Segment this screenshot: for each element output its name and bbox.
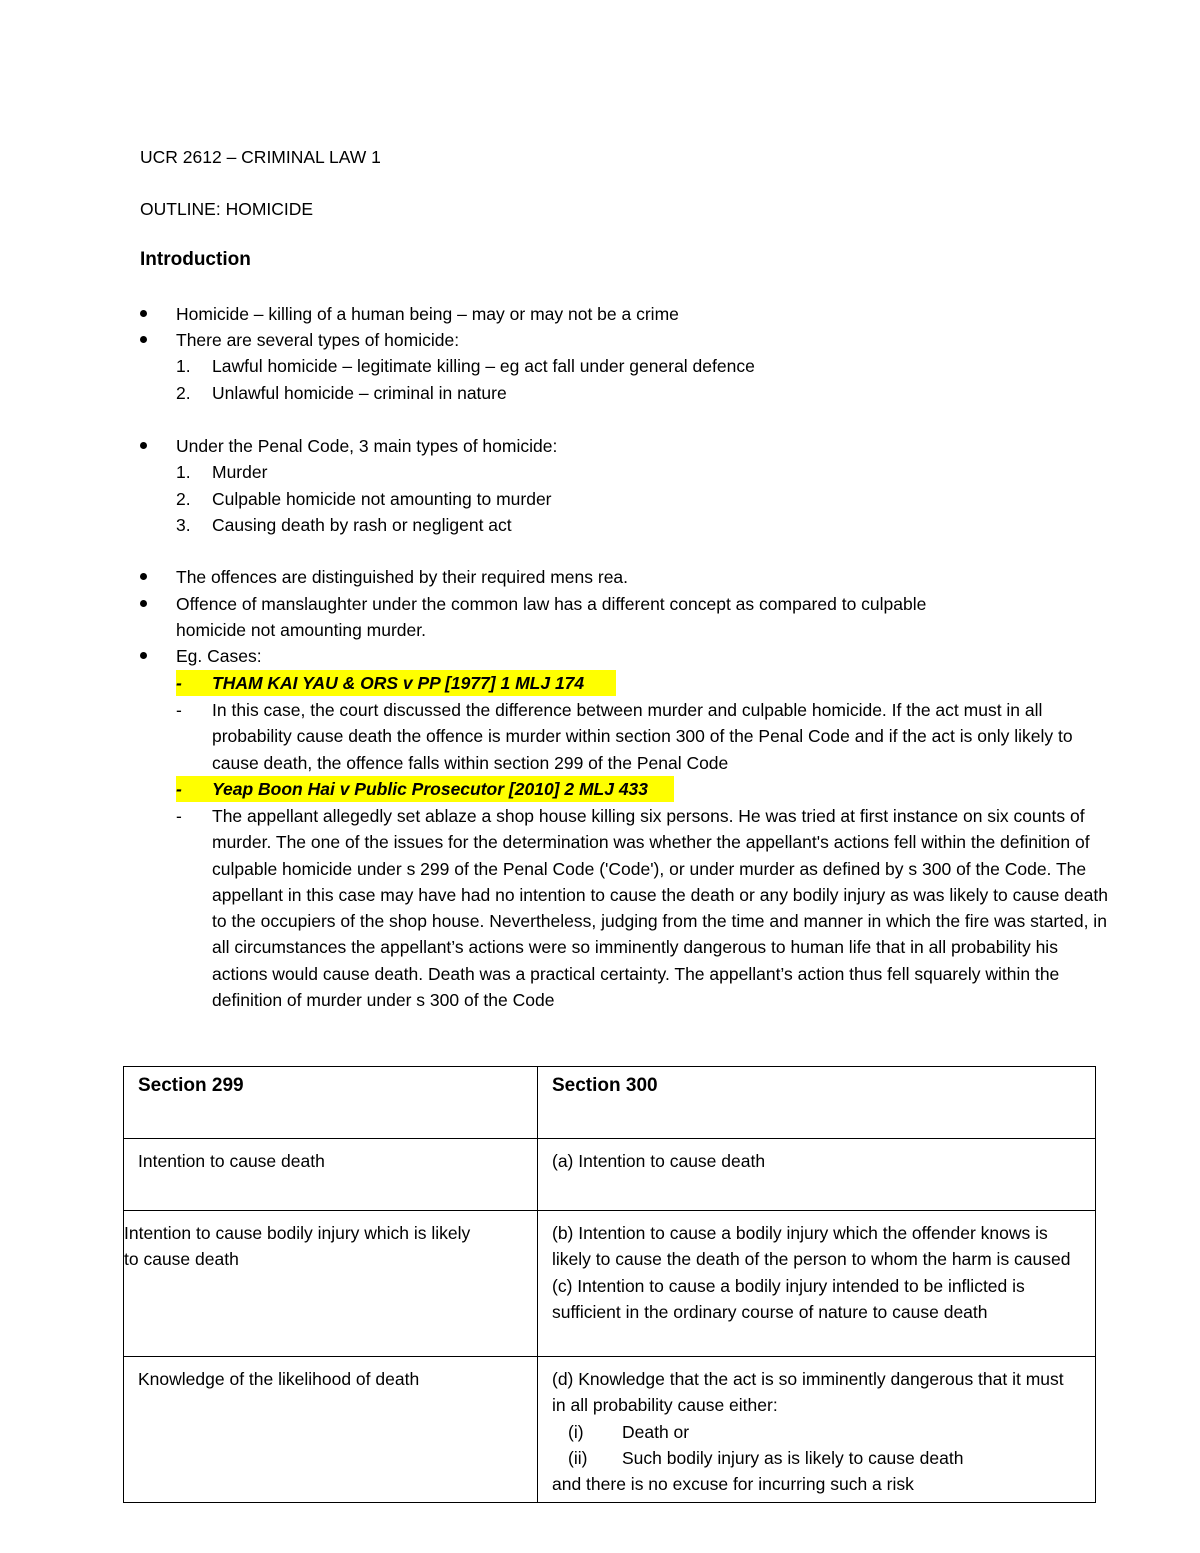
bullet-text: There are several types of homicide:	[176, 330, 460, 350]
table-row	[124, 1211, 1096, 1357]
case-summary-1: In this case, the court discussed the difference between murder and culpable homicide. If the act must in all probability cause death the offence is murder within section 300 of the Penal Code and if the act is only likely to cause death, the offence falls within section 299 of the Penal Code	[212, 700, 1073, 773]
list-number: (ii)	[568, 1447, 588, 1468]
list-item: Murder	[212, 462, 268, 482]
list-text: Death or	[622, 1421, 690, 1442]
bullet-icon	[140, 652, 149, 661]
table-row	[124, 1067, 1096, 1139]
table-cell	[538, 1357, 1096, 1503]
cell-text: Intention to cause bodily injury which is likely to cause death	[124, 1223, 471, 1270]
cell-text: Knowledge of the likelihood of death	[138, 1369, 420, 1389]
cell-text: (a) Intention to cause death	[552, 1151, 766, 1171]
comparison-table	[123, 1066, 1096, 1503]
bullet-text: Homicide – killing of a human being – may or may not be a crime	[176, 304, 679, 324]
header-section-299: Section 299	[138, 1075, 244, 1096]
cell-text: (d) Knowledge that the act is so imminently dangerous that it must in all probability cause either:	[552, 1369, 1064, 1416]
bullet-text: Offence of manslaughter under the common law has a different concept as compared to culpable	[176, 594, 927, 614]
list-item	[552, 1419, 1095, 1445]
table-row	[124, 1357, 1096, 1503]
table-cell	[538, 1211, 1096, 1357]
list-item: Causing death by rash or negligent act	[212, 515, 512, 535]
bullet-text-continued: homicide not amounting murder.	[176, 620, 426, 640]
table-cell	[124, 1211, 538, 1357]
list-number: 1.	[176, 356, 191, 376]
list-number: 3.	[176, 515, 191, 535]
bullet-icon	[140, 600, 149, 609]
highlight-dash: -	[176, 670, 616, 696]
case-summary-2: The appellant allegedly set ablaze a shop house killing six persons. He was tried at first instance on six counts of murder. The one of the issues for the determination was whether the appellant's actions fell within the definition of culpable homicide under s 299 of the Penal Code ('Code'), or under murder as defined by s 300 of the Code. The appellant in this case may have had no intention to cause the death or any bodily injury as was likely to cause death to the occupiers of the shop house. Nevertheless, judging from the time and manner in which the fire was started, in all circumstances the appellant’s actions were so imminently dangerous to human life that in all probability his actions would cause death. Death was a practical certainty. The appellant’s action thus fell squarely within the definition of murder under s 300 of the Code	[212, 806, 1108, 1011]
course-title: UCR 2612 – CRIMINAL LAW 1	[140, 147, 381, 167]
list-item: Unlawful homicide – criminal in nature	[212, 383, 507, 403]
list-number: 2.	[176, 489, 191, 509]
list-item: Culpable homicide not amounting to murder	[212, 489, 552, 509]
header-section-300: Section 300	[552, 1075, 658, 1096]
table-header-cell	[124, 1067, 538, 1139]
bullet-text: Eg. Cases:	[176, 646, 262, 666]
bullet-text: The offences are distinguished by their required mens rea.	[176, 567, 629, 587]
case-citation-2: Yeap Boon Hai v Public Prosecutor [2010] 2 MLJ 433	[212, 776, 648, 802]
list-text: Such bodily injury as is likely to cause death	[622, 1447, 964, 1468]
sub-list	[538, 1419, 1095, 1472]
outline-title: OUTLINE: HOMICIDE	[140, 199, 314, 219]
section-heading-introduction: Introduction	[140, 249, 251, 270]
highlight-dash: -	[176, 776, 674, 802]
bullet-icon	[140, 442, 149, 451]
table-cell	[124, 1139, 538, 1211]
cell-text: Intention to cause death	[138, 1151, 325, 1171]
cell-text: and there is no excuse for incurring such a risk	[552, 1474, 914, 1495]
bullet-icon	[140, 310, 149, 319]
dash-marker: -	[176, 806, 182, 826]
case-citation-1: THAM KAI YAU & ORS v PP [1977] 1 MLJ 174	[212, 670, 584, 696]
list-item: Lawful homicide – legitimate killing – eg act fall under general defence	[212, 356, 755, 376]
list-number: 2.	[176, 383, 191, 403]
table-row	[124, 1139, 1096, 1211]
bullet-text: Under the Penal Code, 3 main types of homicide:	[176, 436, 558, 456]
table-cell	[124, 1357, 538, 1503]
table-cell	[538, 1139, 1096, 1211]
bullet-icon	[140, 336, 149, 345]
list-number: 1.	[176, 462, 191, 482]
table-header-cell	[538, 1067, 1096, 1139]
list-item	[552, 1445, 1095, 1471]
dash-marker: -	[176, 700, 182, 720]
list-number: (i)	[568, 1421, 584, 1442]
cell-text: (b) Intention to cause a bodily injury which the offender knows is likely to cause the death of the person to whom the harm is caused	[552, 1223, 1071, 1270]
bullet-icon	[140, 573, 149, 582]
cell-text: (c) Intention to cause a bodily injury intended to be inflicted is sufficient in the ordinary course of nature to cause death	[552, 1275, 1025, 1322]
